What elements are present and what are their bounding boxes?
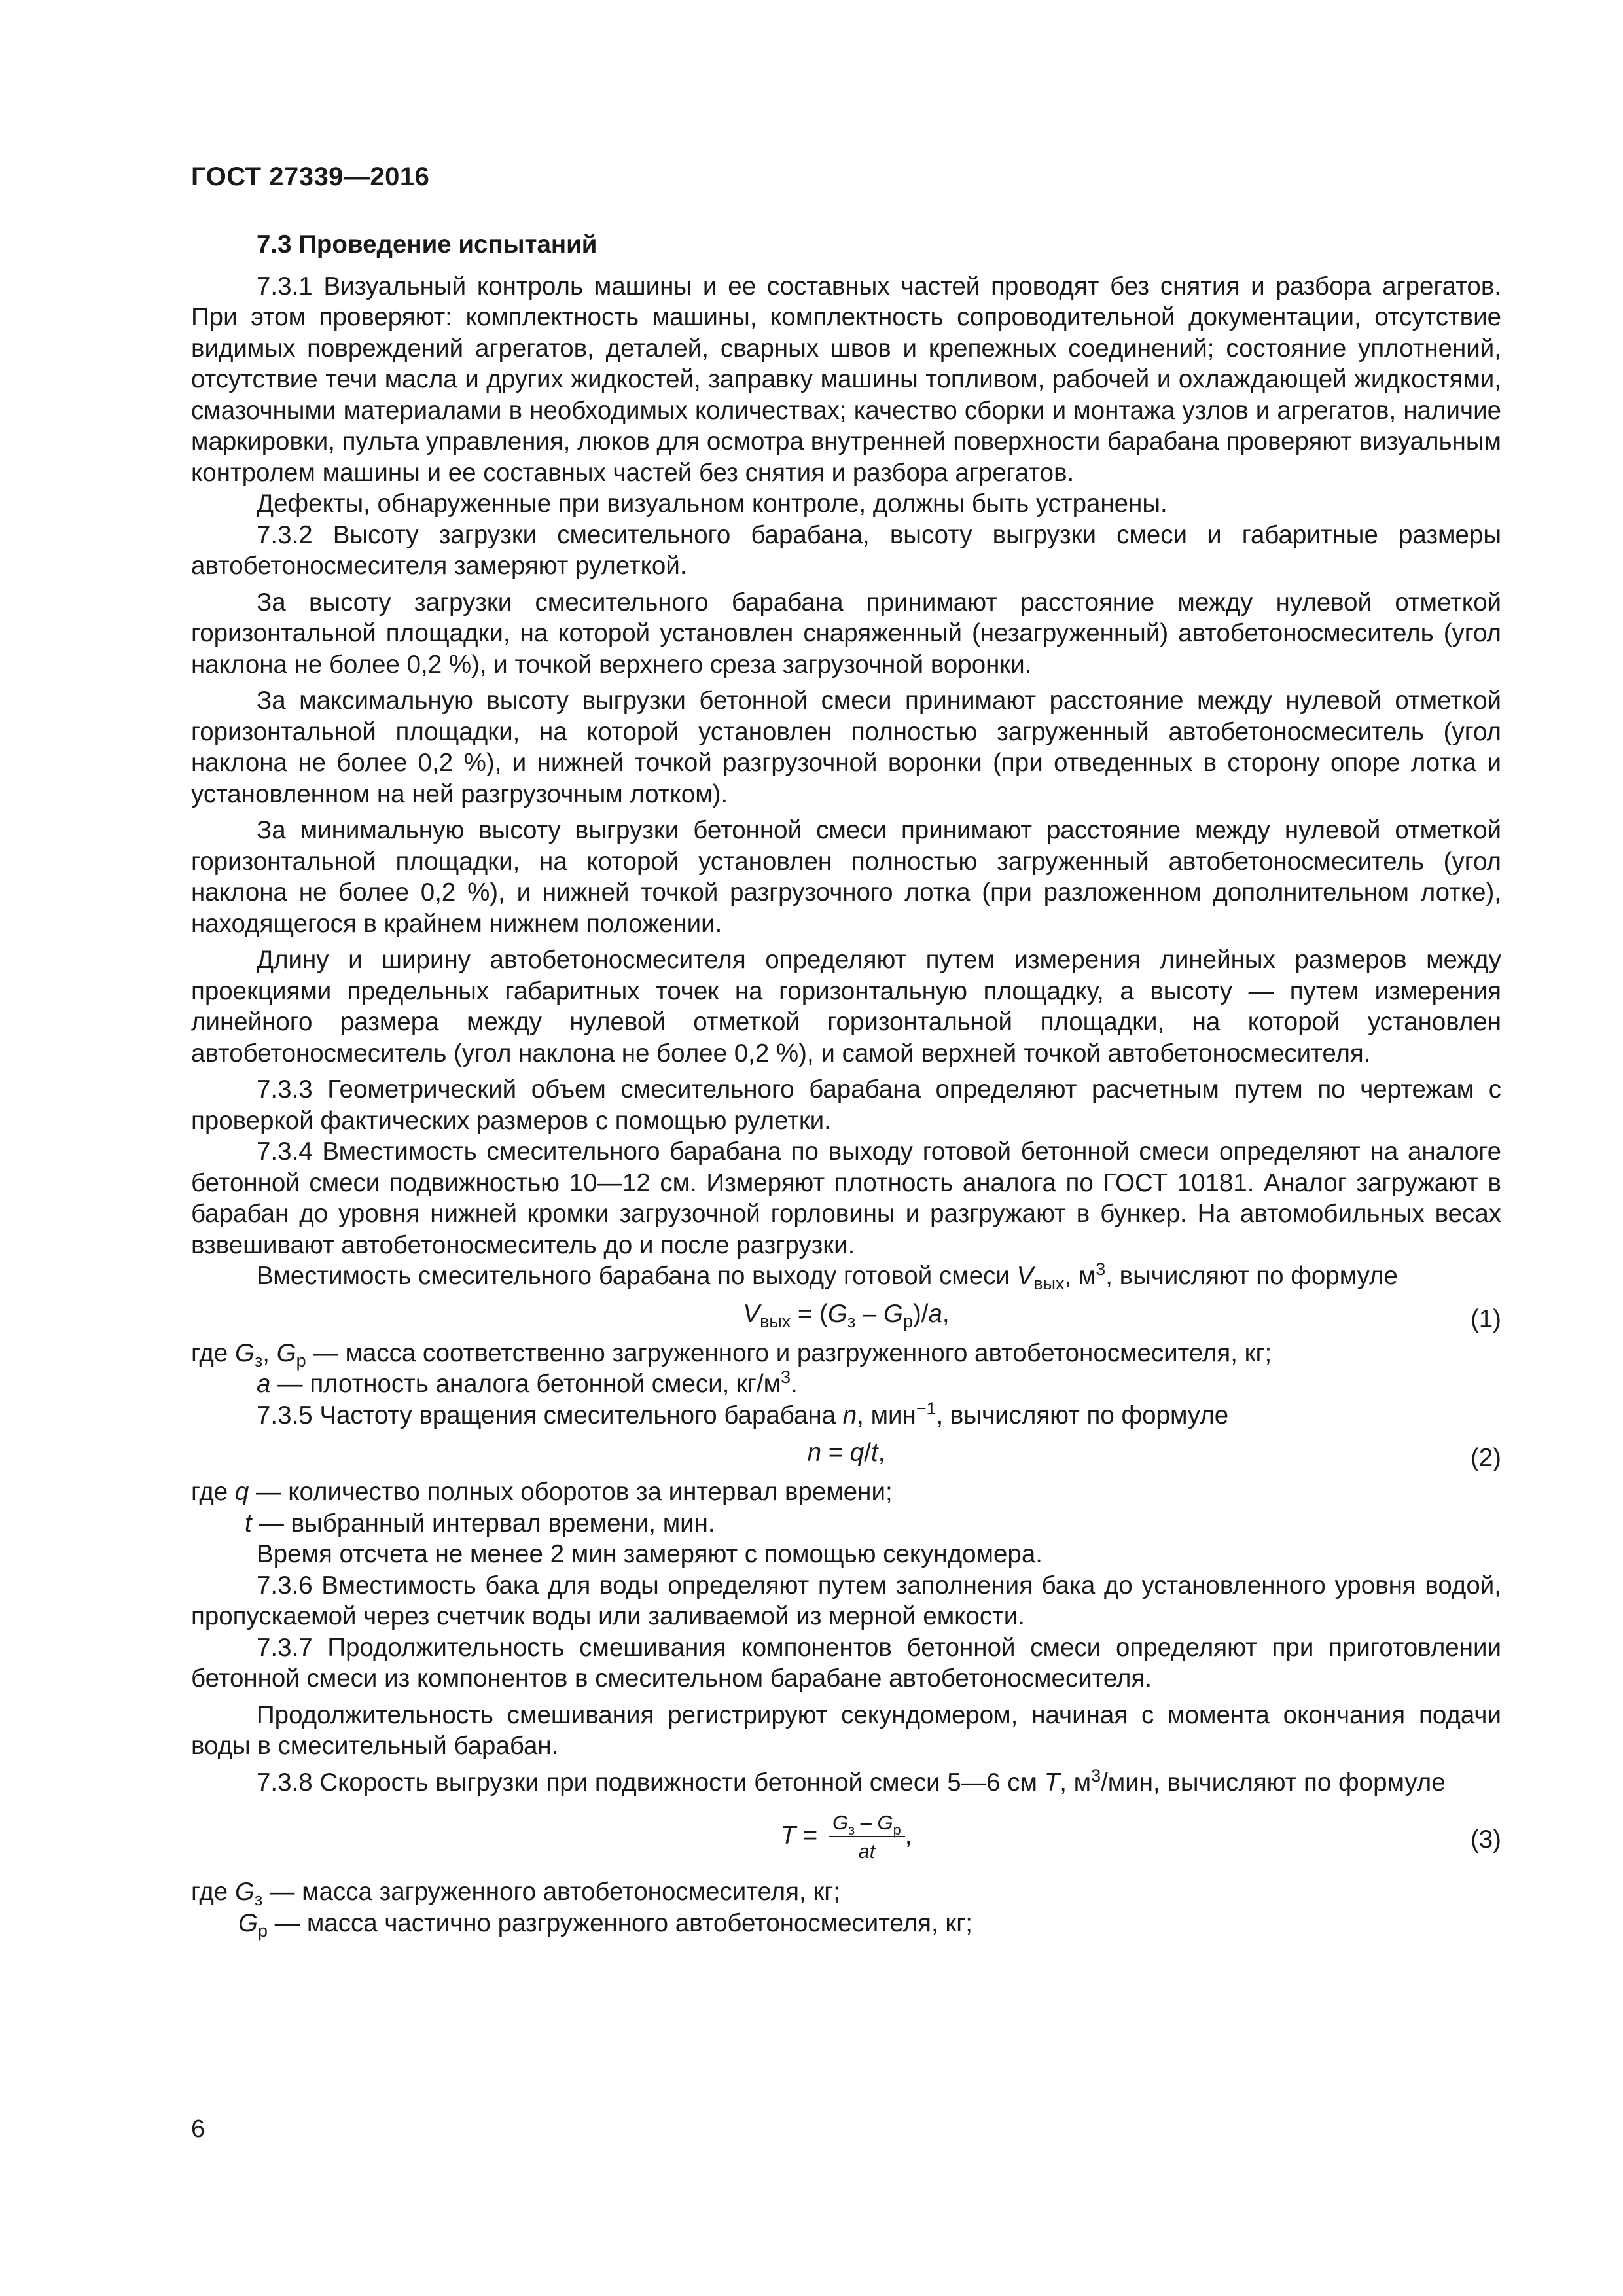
paragraph-7-3-7: 7.3.7 Продолжительность смешивания компонентов бетонной смеси определяют при приготовлении бетонной смеси из компонентов в смесительном барабане автобетоносмесителя. [191, 1633, 1501, 1693]
formula-1-expression: $V_{вых} = (G_з - G_р)/a$, [743, 1299, 950, 1331]
section-heading: 7.3 Проведение испытаний [257, 230, 597, 259]
paragraph-max-unload-height: За максимальную высоту выгрузки бетонной смеси принимают расстояние между нулевой отметкой горизонтальной площадки, на которой установлен полностью загруженный автобетоносмеситель (угол наклона не более 0,2 %), и нижней точкой разгрузочной воронки (при отведенных в сторону опоре лотка и установленном на ней разгрузочным лотком). [191, 687, 1501, 808]
paragraph-timing-note: Время отсчета не менее 2 мин замеряют с помощью секундомера. [257, 1540, 1043, 1568]
paragraph-7-3-6: 7.3.6 Вместимость бака для воды определяют путем заполнения бака до установленного уровня водой, пропускаемой через счетчик воды или заливаемой из мерной емкости. [191, 1571, 1501, 1630]
paragraph-7-3-4: 7.3.4 Вместимость смесительного барабана по выходу готовой бетонной смеси определяют на аналоге бетонной смеси подвижностью 10—12 см. Измеряют плотность аналога по ГОСТ 10181. Аналог загружают в барабан до уровня нижней кромки загрузочной горловины и разгружают в бункер. На автомобильных весах взвешивают автобетоносмеситель до и после разгрузки. [191, 1138, 1501, 1259]
formula-1-where-g: где $G_з$, $G_р$ — масса соответственно загруженного и разгруженного автобетоносмесителя, кг; [191, 1338, 1272, 1371]
document-header: ГОСТ 27339—2016 [191, 162, 430, 191]
paragraph-dimensions: Длину и ширину автобетоносмесителя определяют путем измерения линейных размеров между проекциями предельных габаритных точек на горизонтальную площадку, а высоту — путем измерения линейного размера между нулевой отметкой горизонтальной площадки, на которой установлен автобетоносмеситель (угол наклона не более 0,2 %), и самой верхней точкой автобетоносмесителя. [191, 946, 1501, 1067]
paragraph-defects: Дефекты, обнаруженные при визуальном контроле, должны быть устранены. [257, 490, 1168, 518]
formula-2-number: (2) [1470, 1444, 1501, 1472]
formula-2-expression: n = q/t, [807, 1439, 885, 1467]
formula-3 [191, 1802, 1501, 1874]
formula-3-expression: T = $\frac{G_з - G_р}{at}$ , [780, 1811, 912, 1863]
paragraph-loading-height: За высоту загрузки смесительного барабана принимают расстояние между нулевой отметкой горизонтальной площадки, на которой установлен снаряженный (незагруженный) автобетоносмеситель (угол наклона не более 0,2 %), и точкой верхнего среза загрузочной воронки. [191, 588, 1501, 679]
formula-3-fraction [829, 1811, 905, 1863]
formula-2-where-q: где q — количество полных оборотов за интервал времени; [191, 1478, 893, 1506]
formula-3-denominator: at [858, 1840, 876, 1863]
paragraph-7-3-5: 7.3.5 Частоту вращения смесительного барабана n, мин$^{-1}$, вычисляют по формуле [257, 1398, 1229, 1429]
page-number: 6 [191, 2115, 205, 2143]
formula-3-number: (3) [1470, 1825, 1501, 1854]
paragraph-capacity-formula-intro: Вместимость смесительного барабана по выходу готовой смеси $V_{вых}$, $м^3$, вычисляют по формуле [257, 1259, 1398, 1293]
document-body [191, 229, 1501, 1939]
paragraph-7-3-1: 7.3.1 Визуальный контроль машины и ее составных частей проводят без снятия и разбора агрегатов. При этом проверяют: комплектность машины, комплектность сопроводительной документации, отсутствие видимых повреждений агрегатов, деталей, сварных швов и крепежных соединений; состояние уплотнений, отсутствие течи масла и других жидкостей, заправку машины топливом, рабочей и охлаждающей жидкостями, смазочными материалами в необходимых количествах; качество сборки и монтажа узлов и агрегатов, наличие маркировки, пульта управления, люков для осмотра внутренней поверхности барабана проверяют визуальным контролем машины и ее составных частей без снятия и разбора агрегатов. [191, 272, 1501, 487]
formula-1-where-a: a — плотность аналога бетонной смеси, $кг/м^3$. [257, 1367, 798, 1398]
formula-3-numerator: $G_з - G_р$ [829, 1811, 905, 1837]
formula-2-where-t: t — выбранный интервал времени, мин. [245, 1509, 715, 1537]
paragraph-min-unload-height: За минимальную высоту выгрузки бетонной смеси принимают расстояние между нулевой отметкой горизонтальной площадки, на которой установлен полностью загруженный автобетоносмеситель (угол наклона не более 0,2 %), и нижней точкой разгрузочного лотка (при разложенном дополнительном лотке), находящегося в крайнем нижнем положении. [191, 816, 1501, 938]
paragraph-7-3-2: 7.3.2 Высоту загрузки смесительного барабана, высоту выгрузки смеси и габаритные размеры автобетоносмесителя замеряют рулеткой. [191, 520, 1501, 580]
formula-3-where-gp: $G_р$ — масса частично разгруженного автобетоносмесителя, кг; [238, 1909, 972, 1941]
paragraph-mixing-duration: Продолжительность смешивания регистрируют секундомером, начиная с момента окончания подачи воды в смесительный барабан. [191, 1700, 1501, 1760]
formula-1-number: (1) [1470, 1304, 1501, 1333]
formula-3-where-gz: где $G_з$ — масса загруженного автобетоносмесителя, кг; [191, 1878, 840, 1909]
paragraph-7-3-8: 7.3.8 Скорость выгрузки при подвижности бетонной смеси 5—6 см T, $м^3$/мин, вычисляют по формуле [257, 1765, 1446, 1797]
formula-2 [191, 1435, 1501, 1474]
paragraph-7-3-3: 7.3.3 Геометрический объем смесительного барабана определяют расчетным путем по чертежам с проверкой фактических размеров с помощью рулетки. [191, 1075, 1501, 1135]
formula-1 [191, 1296, 1501, 1335]
